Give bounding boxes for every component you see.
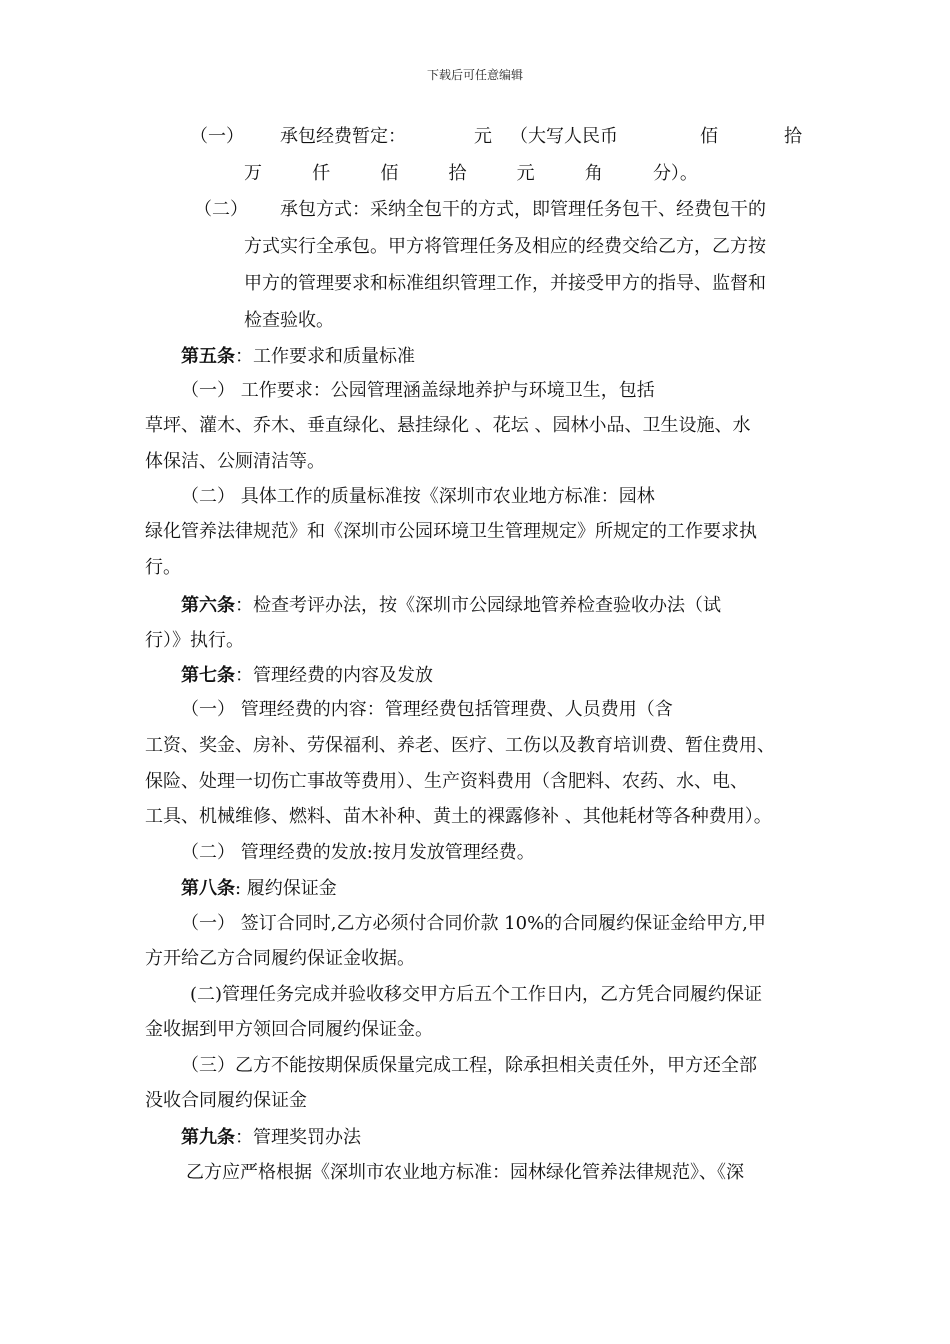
shi-unit: 拾 [784,126,802,147]
clause8-heading [181,876,337,902]
clause7-heading [181,663,433,689]
bai-unit-2: 佰 [380,163,399,184]
qian-unit: 仟 [312,163,331,184]
clause4-item2-line1: 承包方式：采纳全包干的方式，即管理任务包干、经费包干的 [280,199,766,220]
clause9-label: 第九条 [181,1127,235,1148]
clause5-item2-line1: （二） 具体工作的质量标准按《深圳市农业地方标准：园林 [181,486,655,507]
clause6-text: ：检查考评办法，按《深圳市公园绿地管养检查验收办法（试 [235,595,721,616]
clause5-heading [181,344,415,370]
clause7-item1-line2: 工资、奖金、房补、劳保福利、养老、医疗、工伤以及教育培训费、暂住费用、 [145,735,775,756]
clause5-title: ：工作要求和质量标准 [235,346,415,367]
clause9-title: ：管理奖罚办法 [235,1127,361,1148]
clause5-item1-line3: 体保洁、公厕清洁等。 [145,451,325,472]
clause6-line1 [181,593,721,619]
fen-unit: 分）。 [652,163,698,184]
clause6-label: 第六条 [181,595,235,616]
clause4-item2-line4: 检查验收。 [244,310,334,331]
clause8-item2-line1: (二)管理任务完成并验收移交甲方后五个工作日内，乙方凭合同履约保证 [190,984,763,1005]
clause4-item1-line2 [244,161,698,187]
clause8-item3-line2: 没收合同履约保证金 [145,1090,307,1111]
clause7-title: ：管理经费的内容及发放 [235,665,433,686]
wan-unit: 万 [244,163,262,184]
clause5-item2-line3: 行。 [145,557,181,578]
clause5-item1-line1: （一） 工作要求：公园管理涵盖绿地养护与环境卫生，包括 [181,380,655,401]
clause8-item1-line1: （一） 签订合同时,乙方必须付合同价款 10%的合同履约保证金给甲方,甲 [181,913,766,934]
clause7-item1-line4: 工具、机械维修、燃料、苗木补种、黄土的裸露修补 、其他耗材等各种费用）。 [145,806,772,827]
bai-unit: 佰 [700,126,718,147]
clause8-label: 第八条 [181,878,235,899]
clause4-item1-line1 [190,124,802,150]
clause4-item2-num: （二） [194,199,248,220]
jiao-unit: 角 [584,163,603,184]
yuan-unit: 元 [474,126,492,147]
clause5-item1-line2: 草坪、灌木、乔木、垂直绿化、悬挂绿化 、花坛 、园林小品、卫生设施、水 [145,415,751,436]
yuan-unit-2: 元 [516,163,535,184]
clause7-label: 第七条 [181,665,235,686]
shi-unit-2: 拾 [448,163,467,184]
clause8-item2-line2: 金收据到甲方领回合同履约保证金。 [145,1019,433,1040]
clause6-line2: 行）》执行。 [145,630,244,651]
rmb-uppercase-label: （大写人民币 [510,126,618,147]
clause8-title: : 履约保证金 [235,878,337,899]
contract-fee-label: 承包经费暂定： [280,126,406,147]
clause7-item1-line3: 保险、处理一切伤亡事故等费用）、生产资料费用（含肥料、农药、水、电、 [145,771,748,792]
clause8-item3-line1: （三）乙方不能按期保质保量完成工程，除承担相关责任外，甲方还全部 [181,1055,757,1076]
clause7-item1-line1: （一） 管理经费的内容：管理经费包括管理费、人员费用（含 [181,699,673,720]
clause5-item2-line2: 绿化管养法律规范》和《深圳市公园环境卫生管理规定》所规定的工作要求执 [145,521,757,542]
clause7-item2: （二） 管理经费的发放:按月发放管理经费。 [181,842,535,863]
page-header: 下载后可任意编辑 [426,68,523,82]
clause4-item1-num: （一） [190,126,244,147]
clause4-item2-line3: 甲方的管理要求和标准组织管理工作，并接受甲方的指导、监督和 [244,273,766,294]
clause9-line1: 乙方应严格根据《深圳市农业地方标准：园林绿化管养法律规范》、《深 [186,1162,744,1183]
clause4-item2-line2: 方式实行全承包。甲方将管理任务及相应的经费交给乙方，乙方按 [244,236,766,257]
clause5-label: 第五条 [181,346,235,367]
clause8-item1-line2: 方开给乙方合同履约保证金收据。 [145,948,415,969]
clause9-heading [181,1125,361,1151]
